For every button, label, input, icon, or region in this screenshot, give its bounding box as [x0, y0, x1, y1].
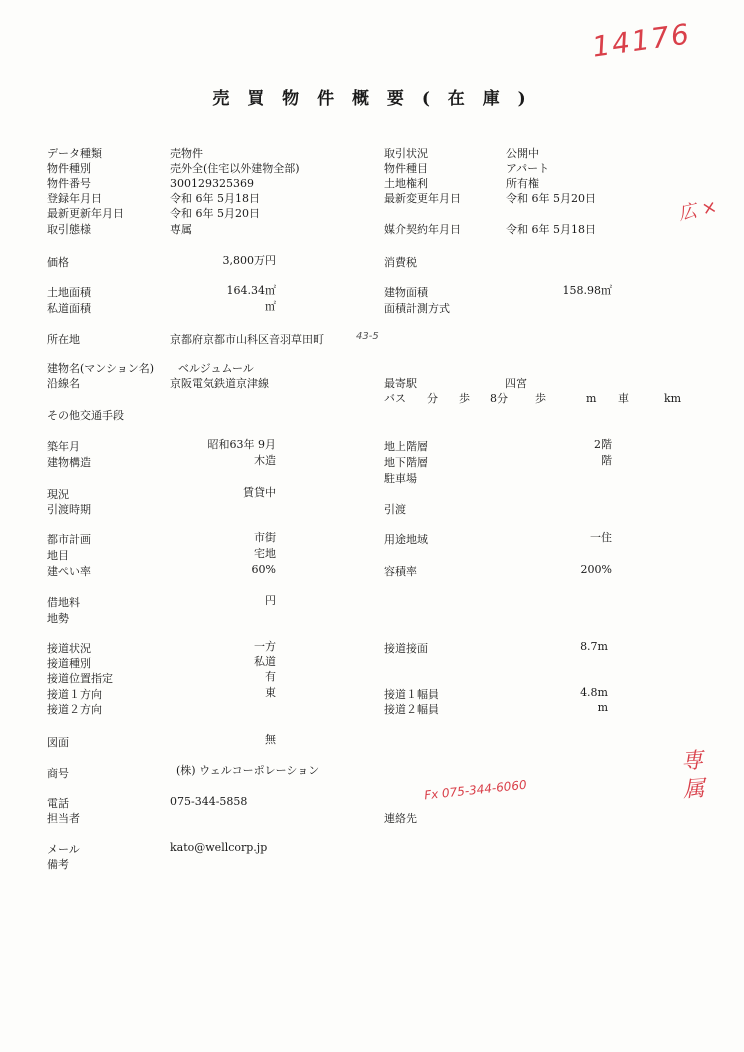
label-status: 現況 [47, 488, 69, 501]
transport-walk-min: 8分 [490, 392, 508, 405]
value-floors-above: 2階 [594, 438, 612, 451]
transport-car: 車 [618, 392, 629, 405]
value-land-right: 所有権 [506, 177, 539, 190]
value-deal-mode: 専属 [170, 223, 192, 236]
label-road-status: 接道状況 [47, 642, 91, 655]
label-contact: 連絡先 [384, 812, 417, 825]
value-property-no: 300129325369 [170, 177, 254, 190]
label-phone: 電話 [47, 797, 69, 810]
transport-walk-1: 歩 [459, 392, 470, 405]
value-nearest-station: 四宮 [505, 377, 527, 390]
label-city-plan: 都市計画 [47, 533, 91, 546]
value-city-plan: 市街 [254, 531, 276, 544]
label-zoning: 用途地域 [384, 533, 428, 546]
label-deal-mode: 取引態様 [47, 223, 91, 236]
value-company: (株) ウェルコーポレーション [176, 764, 320, 777]
label-handover-time: 引渡時期 [47, 503, 91, 516]
label-registered: 登録年月日 [47, 192, 102, 205]
transport-walk-2: 歩 [535, 392, 546, 405]
label-address: 所在地 [47, 333, 80, 346]
value-line: 京阪電気鉄道京津線 [170, 377, 269, 390]
value-changed: 令和 6年 5月20日 [506, 192, 596, 205]
handwritten-address-suffix: 43-5 [356, 331, 379, 342]
label-floors-above: 地上階層 [384, 440, 428, 453]
handwritten-number: 14176 [590, 17, 693, 64]
value-built: 昭和63年 9月 [207, 438, 276, 451]
value-deal-status: 公開中 [506, 147, 539, 160]
label-road-frontage: 接道接面 [384, 642, 428, 655]
label-land-area: 土地面積 [47, 286, 91, 299]
value-far: 200% [580, 563, 612, 576]
label-property-no: 物件番号 [47, 177, 91, 190]
handwritten-fax: Fx 075-344-6060 [423, 777, 528, 803]
label-notes: 備考 [47, 858, 69, 871]
handwritten-mark-1: 広 × [676, 196, 719, 225]
label-building-area: 建物面積 [384, 286, 428, 299]
value-property-kind: 売外全(住宅以外建物全部) [170, 162, 300, 175]
label-structure: 建物構造 [47, 456, 91, 469]
label-email: メール [47, 843, 80, 856]
value-price: 3,800万円 [222, 254, 276, 267]
label-coverage: 建ぺい率 [47, 565, 91, 578]
value-building-area: 158.98㎡ [562, 284, 612, 297]
value-land-category: 宅地 [254, 547, 276, 560]
label-changed: 最新変更年月日 [384, 192, 461, 205]
value-building-name: ベルジュムール [178, 362, 254, 375]
label-road2-width: 接道２幅員 [384, 703, 439, 716]
value-registered: 令和 6年 5月18日 [170, 192, 260, 205]
value-road-kind: 私道 [254, 655, 276, 668]
transport-walk-m: m [586, 392, 597, 405]
label-other-transport: その他交通手段 [47, 409, 124, 422]
label-item: 物件種目 [384, 162, 428, 175]
value-road2-width: m [597, 701, 608, 714]
label-road-designation: 接道位置指定 [47, 672, 113, 685]
label-nearest-station: 最寄駅 [384, 377, 417, 390]
label-drawing: 図面 [47, 736, 69, 749]
value-address: 京都府京都市山科区音羽草田町 [170, 333, 324, 346]
transport-bus: バス [384, 392, 406, 405]
value-ground-rent: 円 [265, 594, 276, 607]
value-structure: 木造 [254, 454, 276, 467]
label-land-category: 地目 [47, 549, 69, 562]
label-private-road-area: 私道面積 [47, 302, 91, 315]
label-property-kind: 物件種別 [47, 162, 91, 175]
label-data-type: データ種類 [47, 147, 102, 160]
label-building-name: 建物名(マンション名) [47, 362, 155, 375]
value-road-designation: 有 [265, 670, 276, 683]
value-road1-width: 4.8m [580, 686, 608, 699]
value-contract-date: 令和 6年 5月18日 [506, 223, 596, 236]
label-updated: 最新更新年月日 [47, 207, 124, 220]
transport-bus-min: 分 [427, 392, 438, 405]
label-built: 築年月 [47, 440, 80, 453]
label-land-right: 土地権利 [384, 177, 428, 190]
handwritten-mark-2: 専 属 [680, 748, 706, 803]
transport-car-km: km [664, 392, 682, 405]
value-road-frontage: 8.7m [580, 640, 608, 653]
label-contract-date: 媒介契約年月日 [384, 223, 461, 236]
label-price: 価格 [47, 256, 69, 269]
label-tax: 消費税 [384, 256, 417, 269]
label-far: 容積率 [384, 565, 417, 578]
value-item: アパート [506, 162, 550, 175]
value-drawing: 無 [265, 733, 276, 746]
label-road2-dir: 接道２方向 [47, 703, 102, 716]
value-status: 賃貸中 [243, 486, 276, 499]
label-company: 商号 [47, 767, 69, 780]
value-floors-below: 階 [601, 454, 612, 467]
value-email: kato@wellcorp.jp [170, 841, 268, 854]
label-floors-below: 地下階層 [384, 456, 428, 469]
value-data-type: 売物件 [170, 147, 203, 160]
label-person: 担当者 [47, 812, 80, 825]
value-land-area: 164.34㎡ [226, 284, 276, 297]
value-private-road-area: ㎡ [265, 300, 276, 313]
label-deal-status: 取引状況 [384, 147, 428, 160]
label-road1-dir: 接道１方向 [47, 688, 102, 701]
label-area-method: 面積計測方式 [384, 302, 450, 315]
value-coverage: 60% [251, 563, 276, 576]
value-updated: 令和 6年 5月20日 [170, 207, 260, 220]
value-road1-dir: 東 [265, 686, 276, 699]
value-phone: 075-344-5858 [170, 795, 248, 808]
label-line: 沿線名 [47, 377, 80, 390]
label-ground-rent: 借地料 [47, 596, 80, 609]
label-road1-width: 接道１幅員 [384, 688, 439, 701]
value-road-status: 一方 [254, 640, 276, 653]
label-parking: 駐車場 [384, 472, 417, 485]
document-title: 売 買 物 件 概 要 ( 在 庫 ) [212, 89, 532, 109]
label-road-kind: 接道種別 [47, 657, 91, 670]
label-handover: 引渡 [384, 503, 406, 516]
value-zoning: 一住 [590, 531, 612, 544]
label-terrain: 地勢 [47, 612, 69, 625]
